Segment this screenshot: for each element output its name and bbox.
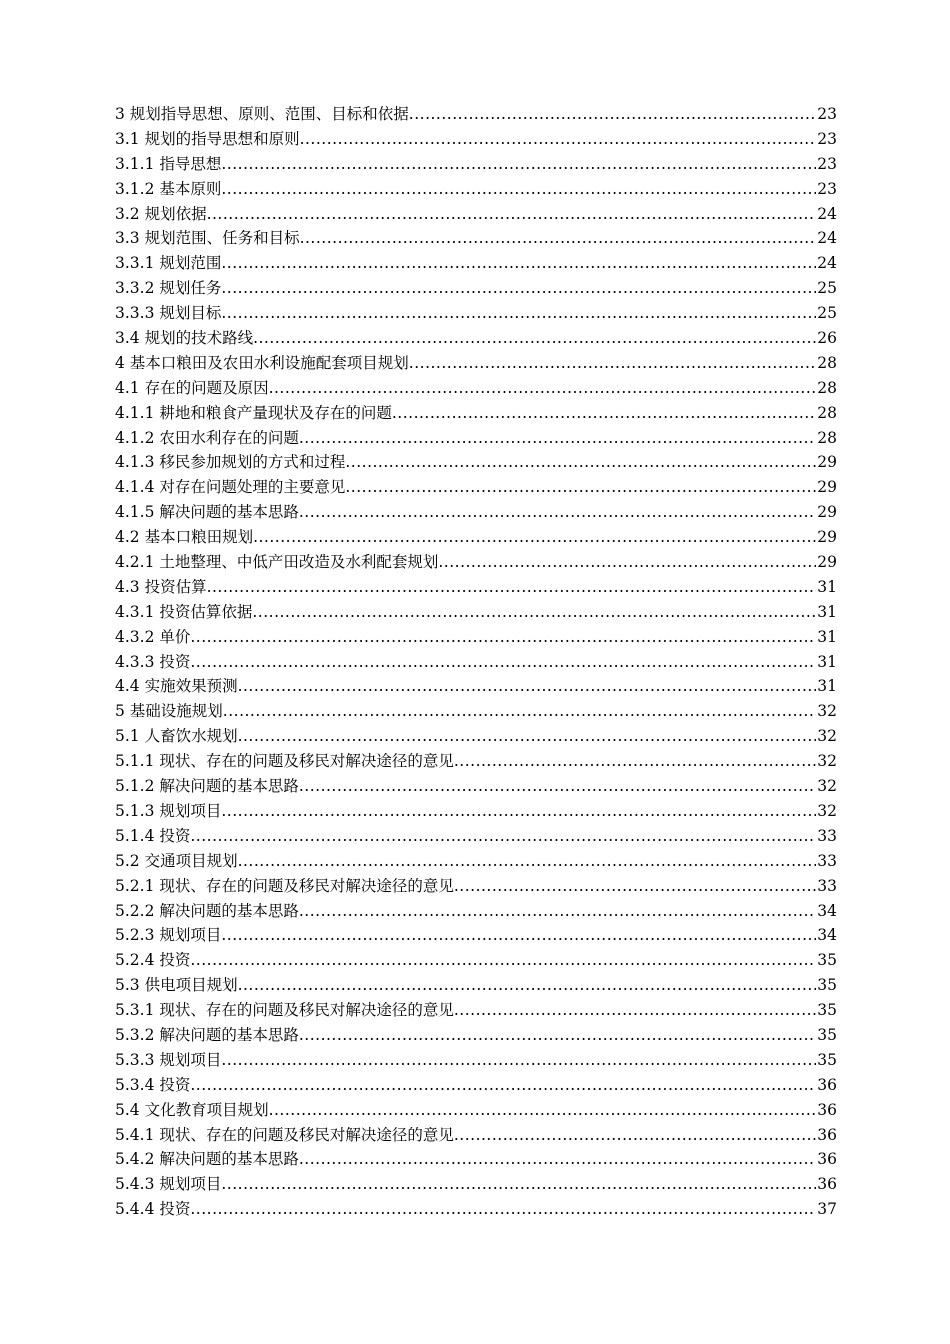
toc-entry-title: 4.1.2 农田水利存在的问题 [115, 428, 299, 447]
toc-dot-leader [253, 326, 816, 351]
toc-entry-page-number: 29 [817, 528, 837, 547]
toc-entry-title: 5.1 人畜饮水规划 [115, 727, 238, 746]
toc-entry-title: 3.3.2 规划任务 [115, 279, 222, 298]
toc-entry-title: 5.3 供电项目规划 [115, 976, 238, 995]
toc-entry-title: 4.3.1 投资估算依据 [115, 602, 253, 621]
toc-entry-page-number: 32 [817, 752, 837, 771]
toc-dot-leader [299, 500, 816, 525]
toc-entry-page-number: 26 [817, 329, 837, 348]
toc-dot-leader [269, 376, 817, 401]
toc-entry-page-number: 23 [817, 129, 837, 148]
toc-dot-leader [345, 475, 816, 500]
toc-dot-leader [454, 998, 816, 1023]
toc-entry[interactable] [115, 475, 837, 500]
toc-dot-leader [409, 102, 816, 127]
toc-entry-title: 4 基本口粮田及农田水利设施配套项目规划 [115, 353, 409, 372]
toc-entry-page-number: 24 [817, 204, 837, 223]
toc-entry[interactable] [115, 899, 837, 924]
toc-entry[interactable] [115, 1197, 837, 1222]
toc-entry-title: 5.2.4 投资 [115, 951, 191, 970]
toc-entry-page-number: 31 [817, 652, 837, 671]
toc-dot-leader [207, 575, 817, 600]
toc-entry-page-number: 36 [817, 1100, 837, 1119]
toc-dot-leader [454, 1123, 816, 1148]
toc-entry-page-number: 23 [817, 154, 837, 173]
toc-entry-title: 4.1.1 耕地和粮食产量现状及存在的问题 [115, 403, 392, 422]
toc-dot-leader [438, 550, 816, 575]
toc-entry[interactable] [115, 973, 837, 998]
toc-entry-page-number: 32 [817, 702, 837, 721]
toc-entry[interactable] [115, 500, 837, 525]
toc-dot-leader [454, 749, 816, 774]
toc-entry[interactable] [115, 1123, 837, 1148]
toc-dot-leader [221, 1048, 816, 1073]
toc-entry-page-number: 29 [817, 453, 837, 472]
toc-dot-leader [299, 1023, 816, 1048]
toc-dot-leader [221, 177, 816, 202]
toc-dot-leader [252, 600, 816, 625]
toc-dot-leader [299, 899, 816, 924]
toc-entry[interactable] [115, 401, 837, 426]
toc-entry-page-number: 25 [817, 279, 837, 298]
toc-dot-leader [299, 1147, 816, 1172]
toc-entry-title: 5.4.2 解决问题的基本思路 [115, 1150, 299, 1169]
toc-entry[interactable] [115, 276, 837, 301]
toc-entry[interactable] [115, 824, 837, 849]
toc-dot-leader [300, 127, 817, 152]
toc-entry-page-number: 34 [817, 901, 837, 920]
toc-dot-leader [190, 650, 816, 675]
toc-entry-page-number: 25 [817, 304, 837, 323]
toc-entry-title: 5.4 文化教育项目规划 [115, 1100, 269, 1119]
toc-entry-page-number: 34 [817, 926, 837, 945]
toc-entry-title: 5.1.4 投资 [115, 826, 191, 845]
toc-dot-leader [238, 973, 817, 998]
toc-entry-title: 3.2 规划依据 [115, 204, 207, 223]
toc-entry-title: 5.1.3 规划项目 [115, 801, 222, 820]
toc-entry[interactable] [115, 450, 837, 475]
toc-entry[interactable] [115, 1023, 837, 1048]
toc-entry[interactable] [115, 948, 837, 973]
toc-dot-leader [345, 450, 816, 475]
toc-entry[interactable] [115, 301, 837, 326]
toc-entry-title: 4.1 存在的问题及原因 [115, 378, 269, 397]
toc-entry[interactable] [115, 426, 837, 451]
toc-dot-leader [190, 1197, 816, 1222]
toc-entry[interactable] [115, 1147, 837, 1172]
toc-entry[interactable] [115, 575, 837, 600]
toc-entry-title: 4.2 基本口粮田规划 [115, 528, 254, 547]
toc-entry-page-number: 29 [817, 503, 837, 522]
toc-entry-title: 3.1.1 指导思想 [115, 154, 222, 173]
toc-entry-title: 5.3.3 规划项目 [115, 1050, 222, 1069]
toc-dot-leader [409, 351, 816, 376]
toc-entry[interactable] [115, 749, 837, 774]
toc-dot-leader [190, 1073, 816, 1098]
toc-entry-title: 5.4.3 规划项目 [115, 1175, 222, 1194]
toc-entry[interactable] [115, 774, 837, 799]
toc-entry-page-number: 28 [817, 403, 837, 422]
toc-entry-title: 5 基础设施规划 [115, 702, 223, 721]
toc-entry[interactable] [115, 226, 837, 251]
toc-dot-leader [392, 401, 816, 426]
toc-entry-title: 3.3 规划范围、任务和目标 [115, 229, 300, 248]
toc-dot-leader [300, 226, 817, 251]
toc-entry[interactable] [115, 998, 837, 1023]
toc-entry-title: 3.3.1 规划范围 [115, 254, 222, 273]
toc-entry-title: 4.4 实施效果预测 [115, 677, 238, 696]
toc-entry-title: 5.2.1 现状、存在的问题及移民对解决途径的意见 [115, 876, 454, 895]
toc-entry-page-number: 31 [817, 677, 837, 696]
toc-dot-leader [299, 426, 816, 451]
toc-entry[interactable] [115, 202, 837, 227]
toc-entry-page-number: 29 [817, 478, 837, 497]
toc-entry-page-number: 35 [817, 1050, 837, 1069]
toc-entry-title: 5.2 交通项目规划 [115, 851, 238, 870]
toc-dot-leader [238, 724, 817, 749]
toc-entry-page-number: 36 [817, 1125, 837, 1144]
toc-dot-leader [269, 1098, 817, 1123]
toc-entry-title: 5.1.2 解决问题的基本思路 [115, 777, 299, 796]
toc-entry-page-number: 28 [817, 428, 837, 447]
toc-entry-title: 5.2.3 规划项目 [115, 926, 222, 945]
toc-entry-page-number: 36 [817, 1150, 837, 1169]
toc-entry-page-number: 24 [817, 254, 837, 273]
toc-entry-title: 5.1.1 现状、存在的问题及移民对解决途径的意见 [115, 752, 454, 771]
toc-entry[interactable] [115, 177, 837, 202]
toc-entry[interactable] [115, 625, 837, 650]
toc-dot-leader [238, 849, 817, 874]
toc-entry[interactable] [115, 1073, 837, 1098]
toc-entry[interactable] [115, 102, 837, 127]
toc-entry[interactable] [115, 600, 837, 625]
toc-entry-title: 5.3.2 解决问题的基本思路 [115, 1025, 299, 1044]
toc-dot-leader [221, 301, 816, 326]
toc-entry-page-number: 35 [817, 951, 837, 970]
toc-dot-leader [221, 152, 816, 177]
toc-entry[interactable] [115, 376, 837, 401]
toc-entry-title: 4.3.2 单价 [115, 627, 191, 646]
toc-entry-page-number: 33 [817, 876, 837, 895]
toc-dot-leader [221, 923, 816, 948]
toc-entry-page-number: 36 [817, 1175, 837, 1194]
toc-entry-page-number: 28 [817, 353, 837, 372]
toc-entry-page-number: 24 [817, 229, 837, 248]
toc-entry-page-number: 32 [817, 801, 837, 820]
toc-dot-leader [221, 799, 816, 824]
toc-entry-title: 4.3.3 投资 [115, 652, 191, 671]
toc-dot-leader [253, 525, 816, 550]
toc-entry-page-number: 31 [817, 577, 837, 596]
toc-dot-leader [454, 874, 816, 899]
toc-entry-title: 4.1.5 解决问题的基本思路 [115, 503, 299, 522]
toc-entry[interactable] [115, 699, 837, 724]
table-of-contents [115, 102, 837, 1222]
toc-entry-page-number: 29 [817, 553, 837, 572]
toc-dot-leader [207, 202, 817, 227]
toc-entry-title: 4.1.4 对存在问题处理的主要意见 [115, 478, 346, 497]
toc-dot-leader [221, 1172, 816, 1197]
toc-entry-title: 3.4 规划的技术路线 [115, 329, 254, 348]
toc-entry-title: 3.3.3 规划目标 [115, 304, 222, 323]
toc-entry[interactable] [115, 874, 837, 899]
toc-entry[interactable] [115, 1098, 837, 1123]
toc-entry[interactable] [115, 1048, 837, 1073]
toc-entry[interactable] [115, 127, 837, 152]
toc-entry[interactable] [115, 251, 837, 276]
toc-entry-page-number: 31 [817, 602, 837, 621]
toc-dot-leader [299, 774, 816, 799]
toc-entry-title: 5.4.1 现状、存在的问题及移民对解决途径的意见 [115, 1125, 454, 1144]
toc-dot-leader [221, 251, 816, 276]
toc-entry-page-number: 33 [817, 851, 837, 870]
toc-entry-page-number: 35 [817, 1025, 837, 1044]
toc-entry[interactable] [115, 1172, 837, 1197]
toc-entry[interactable] [115, 152, 837, 177]
toc-entry[interactable] [115, 799, 837, 824]
toc-entry-page-number: 35 [817, 976, 837, 995]
toc-entry-page-number: 33 [817, 826, 837, 845]
toc-entry-title: 3.1 规划的指导思想和原则 [115, 129, 300, 148]
toc-entry-title: 5.4.4 投资 [115, 1200, 191, 1219]
toc-dot-leader [190, 824, 816, 849]
toc-entry-page-number: 31 [817, 627, 837, 646]
toc-dot-leader [238, 674, 817, 699]
toc-entry-page-number: 23 [817, 179, 837, 198]
toc-entry-page-number: 37 [817, 1200, 837, 1219]
toc-entry[interactable] [115, 923, 837, 948]
toc-entry-title: 5.3.1 现状、存在的问题及移民对解决途径的意见 [115, 1001, 454, 1020]
toc-entry-page-number: 32 [817, 727, 837, 746]
toc-dot-leader [221, 276, 816, 301]
toc-entry[interactable] [115, 525, 837, 550]
toc-entry-page-number: 36 [817, 1075, 837, 1094]
toc-entry-page-number: 23 [817, 105, 837, 123]
toc-entry[interactable] [115, 849, 837, 874]
toc-entry-title: 4.2.1 土地整理、中低产田改造及水利配套规划 [115, 553, 439, 572]
toc-entry-title: 5.2.2 解决问题的基本思路 [115, 901, 299, 920]
toc-entry-title: 3 规划指导思想、原则、范围、目标和依据 [115, 105, 409, 123]
toc-entry-title: 4.3 投资估算 [115, 577, 207, 596]
toc-entry-page-number: 35 [817, 1001, 837, 1020]
toc-entry-page-number: 32 [817, 777, 837, 796]
toc-entry[interactable] [115, 326, 837, 351]
toc-entry[interactable] [115, 674, 837, 699]
toc-entry-title: 4.1.3 移民参加规划的方式和过程 [115, 453, 346, 472]
toc-entry-title: 5.3.4 投资 [115, 1075, 191, 1094]
toc-entry[interactable] [115, 550, 837, 575]
toc-entry[interactable] [115, 650, 837, 675]
toc-entry-title: 3.1.2 基本原则 [115, 179, 222, 198]
toc-entry[interactable] [115, 351, 837, 376]
toc-dot-leader [190, 625, 816, 650]
toc-entry-page-number: 28 [817, 378, 837, 397]
toc-dot-leader [190, 948, 816, 973]
toc-entry[interactable] [115, 724, 837, 749]
toc-dot-leader [223, 699, 816, 724]
